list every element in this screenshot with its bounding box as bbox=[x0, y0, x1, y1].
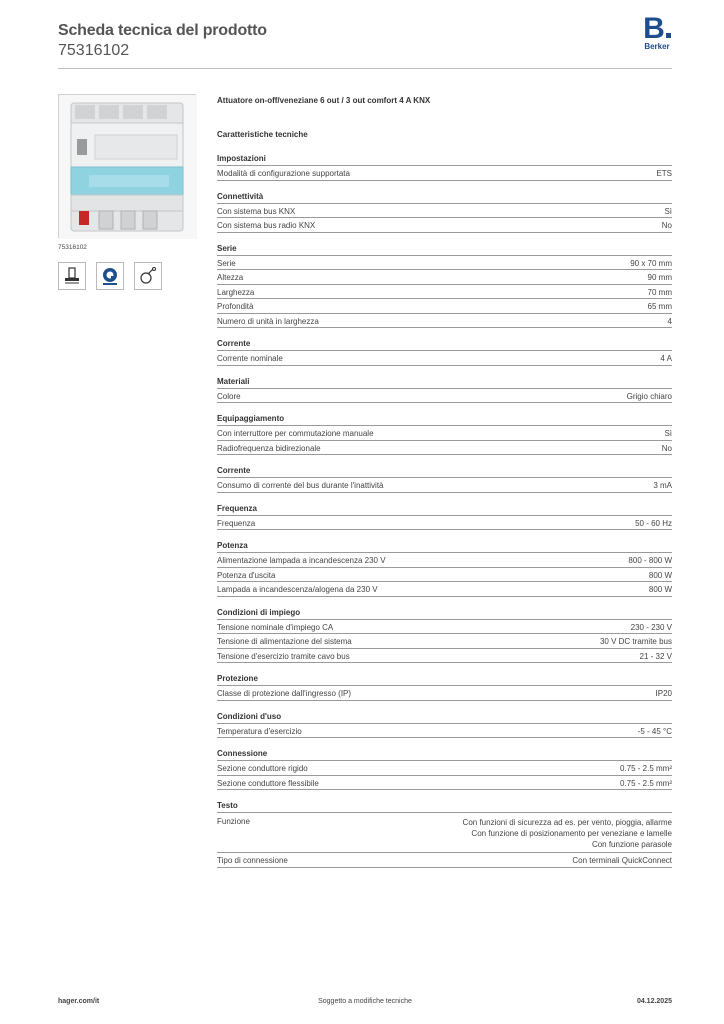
section-title: Connettività bbox=[217, 190, 672, 204]
spec-row bbox=[217, 568, 672, 583]
spec-label: Modalità di configurazione supportata bbox=[217, 169, 350, 178]
spec-value: 230 - 230 V bbox=[630, 622, 672, 632]
quickconnect-icon bbox=[96, 262, 124, 290]
section-title: Condizioni di impiego bbox=[217, 606, 672, 620]
spec-value: 0.75 - 2.5 mm² bbox=[619, 778, 672, 788]
section-title: Condizioni d'uso bbox=[217, 710, 672, 724]
section-title: Corrente bbox=[217, 337, 672, 351]
spec-value: 3 mA bbox=[653, 481, 672, 490]
spec-label: Corrente nominale bbox=[217, 354, 283, 363]
spec-section bbox=[217, 710, 672, 739]
spec-label: Colore bbox=[217, 391, 241, 401]
spec-value: 65 mm bbox=[647, 302, 672, 311]
spec-section bbox=[217, 539, 672, 597]
spec-label: Serie bbox=[217, 258, 236, 268]
spec-section bbox=[217, 242, 672, 329]
spec-row bbox=[217, 761, 672, 776]
section-title: Impostazioni bbox=[217, 152, 672, 166]
spec-value: No bbox=[661, 443, 672, 453]
spec-row bbox=[217, 270, 672, 285]
spec-label: Sezione conduttore flessibile bbox=[217, 778, 319, 788]
image-caption: 75316102 bbox=[58, 244, 87, 251]
spec-label: Sezione conduttore rigido bbox=[217, 764, 308, 773]
spec-section bbox=[217, 337, 672, 366]
spec-value-line: Con funzione di posizionamento per veneziane e lamelle bbox=[471, 829, 672, 838]
spec-label: Funzione bbox=[217, 817, 250, 826]
spec-sections bbox=[217, 152, 672, 790]
spec-label: Tensione d'esercizio tramite cavo bus bbox=[217, 651, 350, 661]
product-code: 75316102 bbox=[58, 42, 130, 59]
temperature-icon bbox=[134, 262, 162, 290]
page-header bbox=[58, 22, 267, 60]
spec-value: 30 V DC tramite bus bbox=[599, 637, 672, 646]
spec-row bbox=[217, 441, 672, 456]
spec-row bbox=[217, 649, 672, 664]
brand-logo-mark: B bbox=[640, 14, 674, 44]
spec-row bbox=[217, 389, 672, 404]
spec-row bbox=[217, 582, 672, 597]
brand-logo bbox=[640, 14, 674, 51]
spec-value: 800 W bbox=[648, 570, 672, 580]
spec-value: -5 - 45 °C bbox=[637, 726, 672, 736]
certification-badges bbox=[58, 262, 162, 290]
spec-value: 70 mm bbox=[647, 287, 672, 297]
spec-value: 90 mm bbox=[647, 273, 672, 282]
spec-label: Con interruttore per commutazione manuale bbox=[217, 429, 374, 438]
spec-label: Profondità bbox=[217, 302, 254, 311]
spec-section bbox=[217, 152, 672, 181]
spec-value: No bbox=[661, 221, 672, 230]
spec-row bbox=[217, 620, 672, 635]
spec-value: Sì bbox=[664, 429, 672, 438]
spec-row bbox=[217, 516, 672, 531]
product-name: Attuatore on-off/veneziane 6 out / 3 out comfort 4 A KNX bbox=[217, 96, 431, 105]
spec-section bbox=[217, 190, 672, 233]
spec-section bbox=[217, 412, 672, 455]
spec-row bbox=[217, 218, 672, 233]
spec-section bbox=[217, 464, 672, 493]
spec-row bbox=[217, 724, 672, 739]
spec-label: Con sistema bus radio KNX bbox=[217, 221, 316, 230]
page-title: Scheda tecnica del prodotto bbox=[58, 22, 267, 39]
spec-label: Lampada a incandescenza/alogena da 230 V bbox=[217, 585, 378, 594]
spec-label: Con sistema bus KNX bbox=[217, 206, 296, 216]
spec-section bbox=[217, 375, 672, 404]
section-title: Testo bbox=[217, 799, 672, 813]
spec-row bbox=[217, 299, 672, 314]
spec-row bbox=[217, 204, 672, 219]
product-image bbox=[58, 94, 196, 238]
spec-row-tipo-connessione bbox=[217, 853, 672, 868]
header-divider bbox=[58, 68, 672, 69]
spec-label: Consumo di corrente del bus durante l'inattività bbox=[217, 481, 384, 490]
spec-value-lines bbox=[463, 817, 672, 850]
spec-value: IP20 bbox=[655, 689, 672, 698]
section-title: Equipaggiamento bbox=[217, 412, 672, 426]
spec-label: Tensione di alimentazione del sistema bbox=[217, 637, 352, 646]
spec-row bbox=[217, 553, 672, 568]
spec-label: Classe di protezione dall'ingresso (IP) bbox=[217, 689, 352, 698]
spec-row-funzione bbox=[217, 813, 672, 853]
spec-row bbox=[217, 686, 672, 701]
spec-section bbox=[217, 747, 672, 790]
spec-value: Con terminali QuickConnect bbox=[572, 856, 672, 865]
spec-label: Larghezza bbox=[217, 287, 255, 297]
spec-label: Radiofrequenza bidirezionale bbox=[217, 443, 321, 453]
spec-row bbox=[217, 776, 672, 791]
section-title: Corrente bbox=[217, 464, 672, 478]
spec-label: Altezza bbox=[217, 273, 244, 282]
spec-row bbox=[217, 351, 672, 366]
section-title: Protezione bbox=[217, 672, 672, 686]
spec-value: 90 x 70 mm bbox=[630, 258, 672, 268]
spec-label: Numero di unità in larghezza bbox=[217, 316, 319, 326]
spec-content bbox=[217, 96, 672, 877]
spec-label: Tensione nominale d'impiego CA bbox=[217, 622, 334, 632]
spec-value-line: Con funzione parasole bbox=[591, 840, 672, 849]
din-rail-icon bbox=[58, 262, 86, 290]
spec-label: Frequenza bbox=[217, 518, 256, 528]
footer-website[interactable]: hager.com/it bbox=[58, 998, 100, 1005]
spec-row bbox=[217, 314, 672, 329]
section-title: Potenza bbox=[217, 539, 672, 553]
spec-section bbox=[217, 502, 672, 531]
spec-row bbox=[217, 166, 672, 181]
spec-value: 50 - 60 Hz bbox=[635, 518, 672, 528]
spec-section-testo bbox=[217, 799, 672, 868]
spec-section bbox=[217, 606, 672, 664]
spec-row bbox=[217, 478, 672, 493]
spec-row bbox=[217, 634, 672, 649]
spec-label: Temperatura d'esercizio bbox=[217, 726, 302, 736]
section-title: Serie bbox=[217, 242, 672, 256]
spec-value: 4 A bbox=[660, 354, 672, 363]
spec-label: Potenza d'uscita bbox=[217, 570, 276, 580]
characteristics-title: Caratteristiche tecniche bbox=[217, 130, 308, 139]
spec-value: 0.75 - 2.5 mm² bbox=[619, 764, 672, 773]
spec-row bbox=[217, 256, 672, 271]
spec-section bbox=[217, 672, 672, 701]
spec-label: Alimentazione lampada a incandescenza 230 V bbox=[217, 556, 386, 565]
spec-value: Grigio chiaro bbox=[626, 391, 672, 401]
section-title: Connessione bbox=[217, 747, 672, 761]
spec-value: 800 - 800 W bbox=[628, 556, 672, 565]
section-title: Materiali bbox=[217, 375, 672, 389]
spec-value: 21 - 32 V bbox=[639, 651, 672, 661]
spec-label: Tipo di connessione bbox=[217, 856, 288, 865]
spec-value-line: Con funzioni di sicurezza ad es. per vento, pioggia, allarme bbox=[462, 818, 672, 827]
spec-value: 4 bbox=[667, 316, 672, 326]
spec-row bbox=[217, 285, 672, 300]
spec-value: Sì bbox=[664, 206, 672, 216]
footer-notice: Soggetto a modifiche tecniche bbox=[318, 998, 412, 1005]
spec-row bbox=[217, 426, 672, 441]
section-title: Frequenza bbox=[217, 502, 672, 516]
spec-value: 800 W bbox=[648, 585, 672, 594]
spec-value: ETS bbox=[656, 169, 672, 178]
device-illustration bbox=[59, 95, 197, 239]
brand-logo-text: Berker bbox=[644, 42, 670, 51]
footer-date: 04.12.2025 bbox=[636, 998, 672, 1005]
